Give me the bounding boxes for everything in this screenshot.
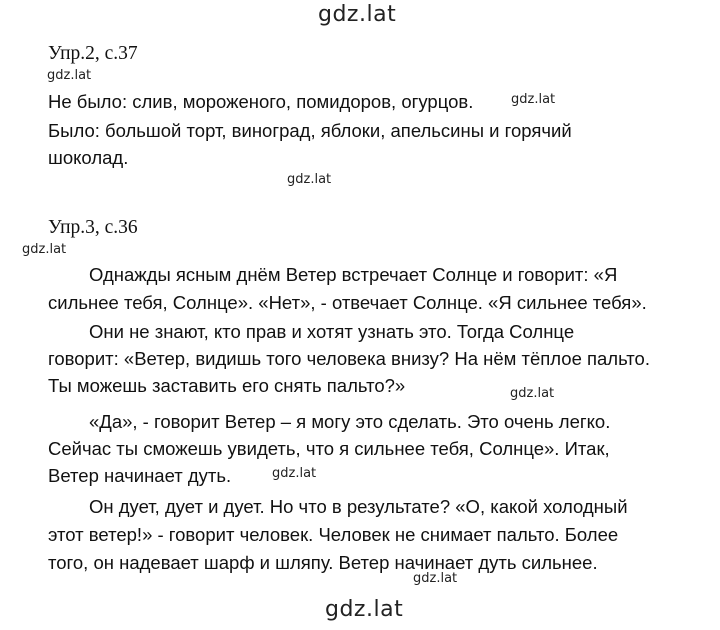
watermark: gdz.lat [413,571,458,586]
exercise-3-line: Он дует, дует и дует. Но что в результате? «О, какой холодный [89,496,628,517]
exercise-2-line: Было: большой торт, виноград, яблоки, апельсины и горячий [48,120,572,141]
exercise-3-line: «Да», - говорит Ветер – я могу это сделать. Это очень легко. [89,411,611,432]
watermark: gdz.lat [510,386,555,401]
watermark: gdz.lat [47,68,92,83]
exercise-3-heading: Упр.3, с.36 [48,217,138,238]
exercise-3-line: Они не знают, кто прав и хотят узнать это. Тогда Солнце [89,321,575,342]
exercise-2-line: шоколад. [48,147,129,168]
exercise-3-line: Ты можешь заставить его снять пальто?» [48,375,406,396]
watermark: gdz.lat [287,172,332,187]
exercise-3-line: того, он надевает шарф и шляпу. Ветер начинает дуть сильнее. [48,552,598,573]
exercise-2-heading: Упр.2, с.37 [48,43,138,64]
exercise-2-line: Не было: слив, мороженого, помидоров, огурцов. [48,91,474,112]
exercise-3-line: Ветер начинает дуть. [48,465,232,486]
watermark-bottom: gdz.lat [325,597,404,622]
watermark: gdz.lat [272,466,317,481]
exercise-3-line: сильнее тебя, Солнце». «Нет», - отвечает Солнце. «Я сильнее тебя». [48,292,647,313]
exercise-3-line: Сейчас ты сможешь увидеть, что я сильнее тебя, Солнце». Итак, [48,438,610,459]
exercise-3-line: Однажды ясным днём Ветер встречает Солнце и говорит: «Я [89,264,618,285]
watermark-top: gdz.lat [318,2,397,27]
watermark: gdz.lat [22,242,67,257]
watermark: gdz.lat [511,92,556,107]
exercise-3-line: этот ветер!» - говорит человек. Человек не снимает пальто. Более [48,524,619,545]
exercise-3-line: говорит: «Ветер, видишь того человека внизу? На нём тёплое пальто. [48,348,650,369]
